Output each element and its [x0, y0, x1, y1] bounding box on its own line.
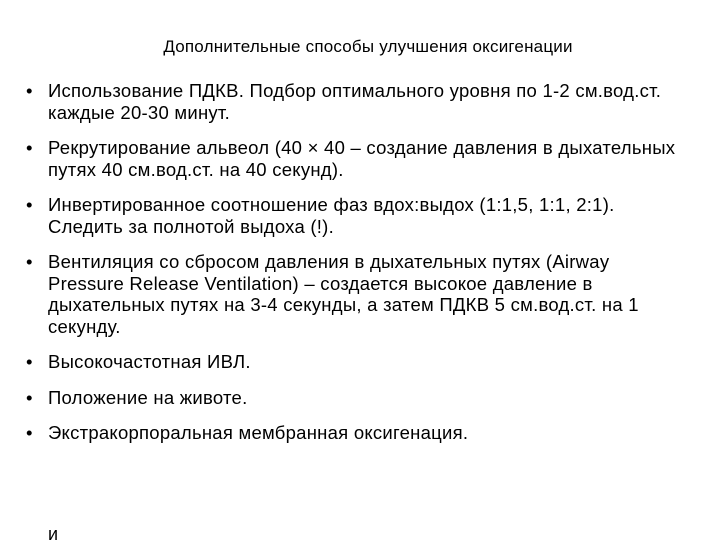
bullet-icon: • [26, 137, 33, 158]
list-item [26, 137, 686, 180]
list-item [26, 387, 686, 409]
bullet-icon: • [26, 251, 33, 272]
bullet-icon: • [26, 351, 33, 372]
list-item-text: Положение на животе. [48, 386, 248, 408]
bullet-icon: • [26, 80, 33, 101]
list-item-text: Рекрутирование альвеол (40 × 40 – создание давления в дыхательных путях 40 см.вод.ст. на 40 секунд). [48, 137, 676, 180]
list-item-text: Инвертированное соотношение фаз вдох:выдох (1:1,5, 1:1, 2:1). Следить за полнотой выдоха (!). [48, 194, 615, 237]
list-item-text: Вентиляция со сбросом давления в дыхательных путях (Airway Pressure Release Ventilation) – создается высокое давление в дыхательных путях на 3-4 секунды, а затем ПДКВ 5 см.вод.ст. на 1 секунду. [48, 251, 639, 337]
slide-title: Дополнительные способы улучшения оксигенации [163, 37, 573, 56]
list-item [26, 351, 686, 373]
trailing-text: и [48, 524, 59, 540]
list-item [26, 422, 686, 444]
list-item [26, 80, 686, 123]
list-item [26, 251, 686, 337]
bullet-icon: • [26, 194, 33, 215]
list-item-text: Использование ПДКВ. Подбор оптимального уровня по 1-2 см.вод.ст. каждые 20-30 минут. [48, 80, 662, 123]
bullet-icon: • [26, 422, 33, 443]
list-item-text: Экстракорпоральная мембранная оксигенация. [48, 422, 469, 443]
bullet-list [26, 80, 686, 458]
list-item [26, 194, 686, 237]
list-item-text: Высокочастотная ИВЛ. [48, 351, 251, 372]
bullet-icon: • [26, 386, 33, 408]
